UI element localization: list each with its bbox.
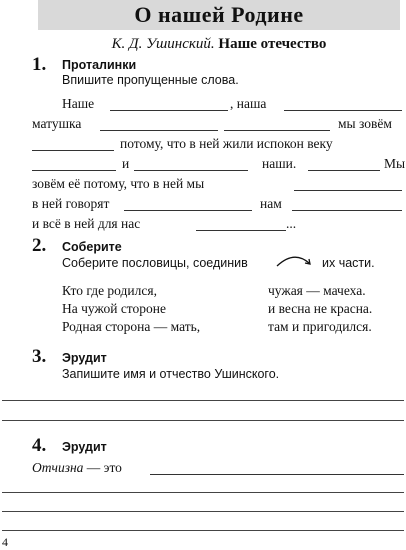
answer-line[interactable] (2, 420, 404, 421)
text-header (38, 36, 400, 53)
task-4-text (32, 460, 122, 476)
author-name: К. Д. Ушинский. (111, 36, 215, 52)
answer-line[interactable] (2, 400, 404, 401)
proverb-right-3[interactable]: там и пригодился. (268, 319, 372, 334)
task-4-number: 4. (32, 435, 47, 456)
task-3-title: Эрудит (62, 351, 107, 365)
fill-blank[interactable] (100, 130, 218, 131)
task-4-dash: — это (86, 460, 122, 475)
task-1-text: наши. (262, 156, 297, 171)
task-2-instruction: Соберите пословицы, соединив (62, 256, 248, 270)
task-3-instruction: Запишите имя и отчество Ушинского. (62, 367, 280, 381)
proverb-left-1[interactable]: Кто где родился, (62, 283, 157, 298)
fill-blank[interactable] (224, 130, 330, 131)
connect-arc-icon (274, 252, 314, 268)
task-1-text: ... (286, 216, 297, 231)
task-1-text: потому, что в ней жили испокон веку (120, 136, 333, 151)
answer-line[interactable] (2, 511, 404, 512)
task-1-title: Проталинки (62, 58, 137, 72)
task-4-title: Эрудит (62, 440, 107, 454)
fill-blank[interactable] (32, 170, 116, 171)
task-1-text: Мы (384, 156, 406, 171)
proverb-right-1[interactable]: чужая — мачеха. (268, 283, 366, 298)
task-2-instruction-end: их части. (322, 256, 375, 270)
fill-blank[interactable] (32, 150, 114, 151)
fill-blank[interactable] (110, 110, 228, 111)
task-1-instruction: Впишите пропущенные слова. (62, 73, 239, 87)
task-4-word: Отчизна (32, 460, 84, 475)
fill-blank[interactable] (134, 170, 248, 171)
task-1-text: в ней говорят (32, 196, 110, 211)
answer-line[interactable] (2, 492, 404, 493)
task-3-number: 3. (32, 346, 47, 367)
fill-blank[interactable] (308, 170, 380, 171)
task-1-number: 1. (32, 54, 47, 75)
proverb-left-2[interactable]: На чужой стороне (62, 301, 166, 316)
proverb-right-2[interactable]: и весна не красна. (268, 301, 373, 316)
fill-blank[interactable] (196, 230, 286, 231)
task-1-text: и (122, 156, 130, 171)
task-2-number: 2. (32, 235, 47, 256)
task-1-text: мы зовём (338, 116, 392, 131)
page-title: О нашей Родине (38, 0, 400, 30)
work-title: Наше отечество (218, 36, 327, 52)
task-1-text: , наша (230, 96, 267, 111)
fill-blank[interactable] (294, 190, 402, 191)
task-1-text: Наше (62, 96, 95, 111)
task-1-text: зовём её потому, что в ней мы (32, 176, 205, 191)
fill-blank[interactable] (292, 210, 402, 211)
answer-line[interactable] (2, 530, 404, 531)
proverb-left-3[interactable]: Родная сторона — мать, (62, 319, 201, 334)
task-2-title: Соберите (62, 240, 122, 254)
fill-blank[interactable] (150, 474, 404, 475)
task-1-text: нам (260, 196, 282, 211)
task-1-text: матушка (32, 116, 82, 131)
task-1-text: и всё в ней для нас (32, 216, 141, 231)
fill-blank[interactable] (124, 210, 252, 211)
fill-blank[interactable] (284, 110, 402, 111)
page-number: 4 (2, 535, 8, 549)
